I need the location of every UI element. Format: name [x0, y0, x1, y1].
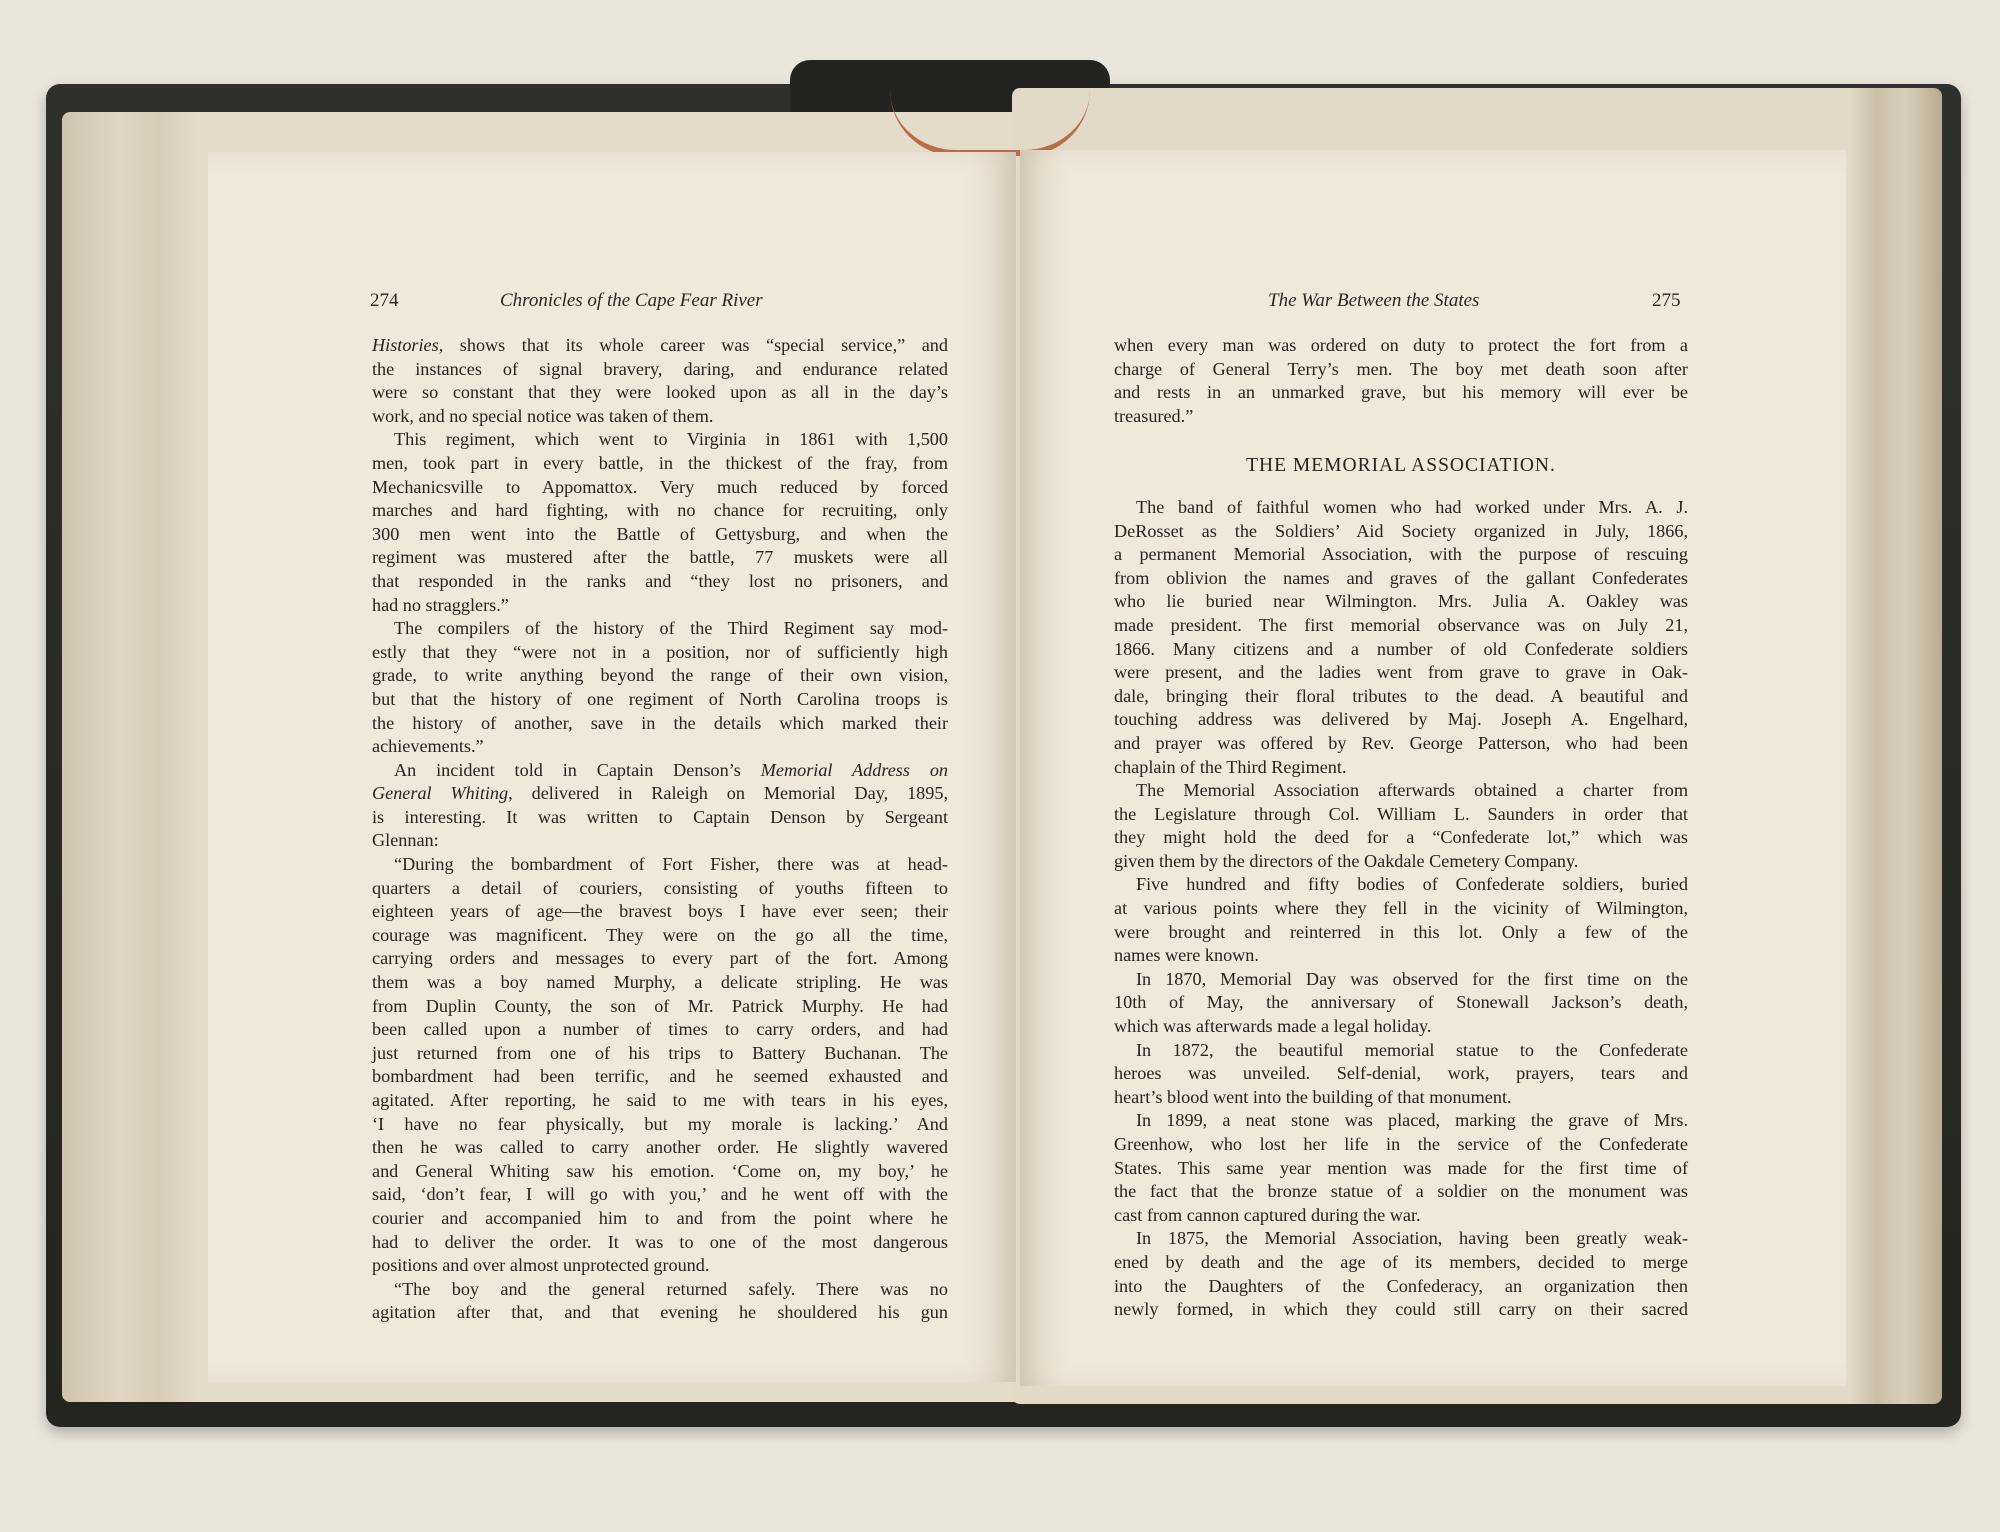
left-page-text-line: ‘I have no fear physically, but my morale is lacking.’ And [372, 1113, 948, 1134]
right-page-text-line: The Memorial Association afterwards obtained a charter from [1136, 780, 1688, 801]
right-page-text-line: when every man was ordered on duty to protect the fort from a [1114, 335, 1688, 355]
left-page-text-line: positions and over almost unprotected ground. [372, 1255, 710, 1276]
right-page-text-line: into the Daughters of the Confederacy, an organization then [1114, 1275, 1688, 1296]
left-page-text-line: is interesting. It was written to Captain Denson by Sergeant [372, 806, 948, 827]
left-page-text-line: Glennan: [372, 830, 439, 851]
right-page-text-line: heroes was unveiled. Self-denial, work, prayers, tears and [1114, 1063, 1688, 1084]
right-page-continuation [1114, 334, 1688, 428]
left-page-text-line: carrying orders and messages to every part of the fort. Among [372, 948, 948, 969]
left-page-text-line: and General Whiting saw his emotion. ‘Come on, my boy,’ he [372, 1160, 948, 1181]
left-page-text-line: men, took part in every battle, in the thickest of the fray, from [372, 452, 948, 473]
right-page-text-line: at various points where they fell in the vicinity of Wilmington, [1114, 898, 1688, 919]
right-page-text-line: treasured.” [1114, 405, 1194, 426]
left-page-text-line: eighteen years of age—the bravest boys I have ever seen; their [372, 901, 948, 922]
right-page-text-line: States. This same year mention was made for the first time of [1114, 1157, 1688, 1178]
left-page-text-line: from Duplin County, the son of Mr. Patrick Murphy. He had [372, 995, 948, 1016]
right-page-text-line: names were known. [1114, 945, 1259, 966]
right-page-text-line: were brought and reinterred in this lot. Only a few of the [1114, 921, 1688, 942]
right-page-text-line: touching address was delivered by Maj. Joseph A. Engelhard, [1114, 709, 1688, 730]
right-page-text-line: In 1875, the Memorial Association, having been greatly weak- [1136, 1228, 1688, 1249]
left-page-text-line: Histories, shows that its whole career was “special service,” and [372, 335, 948, 355]
left-page-text-line: courage was magnificent. They were on the go all the time, [372, 924, 948, 945]
right-page-text [1114, 334, 1688, 1322]
left-page-text-line: marches and hard fighting, with no chance for recruiting, only [372, 500, 948, 521]
right-running-title: The War Between the States [1268, 290, 1480, 311]
left-running-title: Chronicles of the Cape Fear River [500, 290, 763, 311]
right-page-text-line: the fact that the bronze statue of a soldier on the monument was [1114, 1181, 1688, 1202]
right-page-text-line: they might hold the deed for a “Confederate lot,” which was [1114, 827, 1688, 848]
left-page-text-line: Mechanicsville to Appomattox. Very much reduced by forced [372, 476, 948, 497]
left-page-text-line: regiment was mustered after the battle, 77 muskets were all [372, 547, 948, 568]
right-page-text-line: Five hundred and fifty bodies of Confederate soldiers, buried [1136, 874, 1688, 895]
right-page-text-line: a permanent Memorial Association, with the purpose of rescuing [1114, 544, 1688, 565]
right-page-text-line: 1866. Many citizens and a number of old Confederate soldiers [1114, 638, 1688, 659]
right-page-text-line: were present, and the ladies went from grave to grave in Oak- [1114, 662, 1688, 683]
section-heading: THE MEMORIAL ASSOCIATION. [1246, 455, 1556, 477]
right-page-text-line: chaplain of the Third Regiment. [1114, 756, 1347, 777]
left-page-text-line: estly that they “were not in a position, nor of sufficiently high [372, 641, 948, 662]
right-page-number: 275 [1652, 290, 1681, 311]
left-page-number: 274 [370, 290, 399, 311]
right-page-text-line: In 1872, the beautiful memorial statue to the Confederate [1136, 1039, 1688, 1060]
left-page-text-line: courier and accompanied him to and from the point where he [372, 1207, 948, 1228]
right-page-text-line: and rests in an unmarked grave, but his memory will ever be [1114, 382, 1688, 403]
left-page-text-line: were so constant that they were looked upon as all in the day’s [372, 382, 948, 403]
left-page-text-line: “During the bombardment of Fort Fisher, there was at head- [394, 854, 948, 875]
left-page-text-line: 300 men went into the Battle of Gettysburg, and when the [372, 523, 948, 544]
right-page-text-line: from oblivion the names and graves of the gallant Confederates [1114, 567, 1688, 588]
left-page-text-line: the history of another, save in the details which marked their [372, 712, 948, 733]
right-page-text-line: and prayer was offered by Rev. George Patterson, who had been [1114, 732, 1688, 753]
right-page-text-line: given them by the directors of the Oakdale Cemetery Company. [1114, 850, 1579, 871]
right-page-text-line: ened by death and the age of its members, decided to merge [1114, 1251, 1688, 1272]
left-page-text-line: “The boy and the general returned safely. There was no [394, 1278, 948, 1299]
left-page-text-line: bombardment had been terrific, and he seemed exhausted and [372, 1066, 948, 1087]
left-page-text-line: agitation after that, and that evening he shouldered his gun [372, 1302, 948, 1323]
left-page-text-line: that responded in the ranks and “they lost no prisoners, and [372, 570, 948, 591]
left-page-text-line: An incident told in Captain Denson’s Memorial Address on [394, 759, 949, 780]
left-page-text-line: achievements.” [372, 736, 484, 757]
right-page-section-body [1114, 496, 1688, 1322]
left-page-text-line: the instances of signal bravery, daring, and endurance related [372, 358, 948, 379]
left-page-text-line: quarters a detail of couriers, consisting of youths fifteen to [372, 877, 948, 898]
right-page-text-line: charge of General Terry’s men. The boy met death soon after [1114, 358, 1688, 379]
left-page-text-line: General Whiting, delivered in Raleigh on Memorial Day, 1895, [372, 783, 948, 804]
right-page-text-line: 10th of May, the anniversary of Stonewall Jackson’s death, [1114, 992, 1688, 1013]
left-page-text-line: then he was called to carry another order. He slightly wavered [372, 1137, 948, 1158]
right-page-text-line: the Legislature through Col. William L. Saunders in order that [1114, 803, 1688, 824]
left-page-text [372, 334, 948, 1325]
left-page-text-line: The compilers of the history of the Third Regiment say mod- [394, 618, 948, 639]
left-page-text-line: had no stragglers.” [372, 594, 509, 615]
right-page-text-line: newly formed, in which they could still carry on their sacred [1114, 1299, 1688, 1320]
left-page-text-line: had to deliver the order. It was to one of the most dangerous [372, 1231, 948, 1252]
right-page-text-line: In 1899, a neat stone was placed, marking the grave of Mrs. [1136, 1110, 1688, 1131]
right-page-text-line: In 1870, Memorial Day was observed for the first time on the [1136, 968, 1688, 989]
right-page-text-line: dale, bringing their floral tributes to the dead. A beautiful and [1114, 685, 1688, 706]
right-page-text-line: made president. The first memorial observance was on July 21, [1114, 614, 1688, 635]
left-page-text-line: them was a boy named Murphy, a delicate stripling. He was [372, 972, 948, 993]
left-page-text-line: This regiment, which went to Virginia in 1861 with 1,500 [394, 429, 948, 450]
left-page-text-line: but that the history of one regiment of North Carolina troops is [372, 688, 948, 709]
left-page-text-line: been called upon a number of times to carry orders, and had [372, 1019, 948, 1040]
right-page-text-line: Greenhow, who lost her life in the service of the Confederate [1114, 1134, 1688, 1154]
right-page-text-line: cast from cannon captured during the war. [1114, 1204, 1421, 1225]
right-page-text-line: which was afterwards made a legal holiday. [1114, 1016, 1432, 1037]
left-page-text-line: work, and no special notice was taken of them. [372, 405, 714, 426]
right-page-text-line: DeRosset as the Soldiers’ Aid Society organized in July, 1866, [1114, 520, 1688, 541]
right-page-text-line: who lie buried near Wilmington. Mrs. Julia A. Oakley was [1114, 591, 1688, 612]
left-page-text-line: just returned from one of his trips to Battery Buchanan. The [372, 1042, 948, 1063]
left-page-text-line: said, ‘don’t fear, I will go with you,’ and he went off with the [372, 1184, 948, 1205]
left-page-text-line: agitated. After reporting, he said to me with tears in his eyes, [372, 1090, 948, 1110]
right-page-text-line: The band of faithful women who had worked under Mrs. A. J. [1136, 496, 1688, 517]
left-page-text-line: grade, to write anything beyond the range of their own vision, [372, 665, 948, 686]
right-page-text-line: heart’s blood went into the building of that monument. [1114, 1086, 1512, 1107]
